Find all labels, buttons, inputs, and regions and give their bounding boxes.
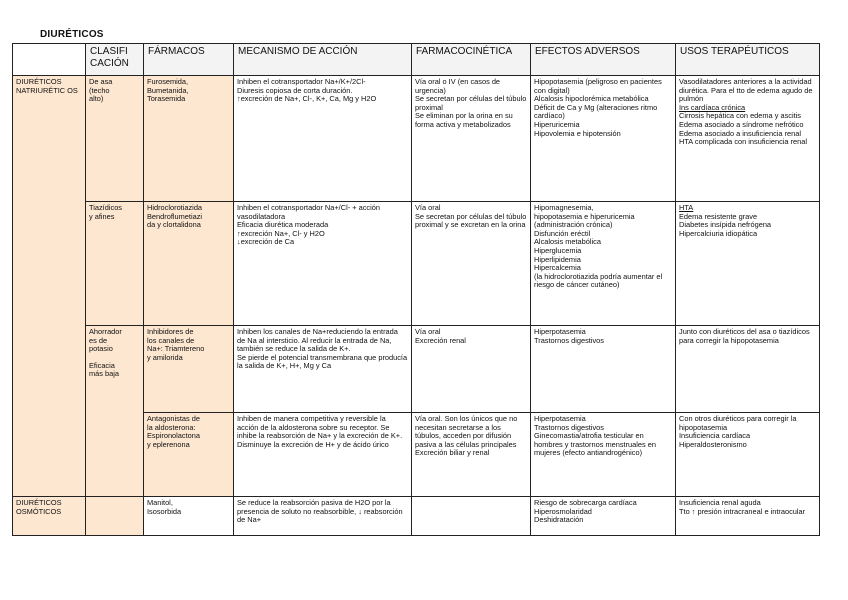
text-line: Inhibidores de — [147, 327, 194, 336]
text-line: Alcalosis metabólica — [534, 237, 601, 247]
cell-clasificacion — [86, 202, 144, 326]
text-line: potasio — [89, 344, 113, 354]
cell-clasificacion — [86, 76, 144, 202]
text-line: Bumetanida, — [147, 85, 189, 95]
text-line: da y clortalidona — [147, 220, 201, 230]
text-line: Vasodilatadores anteriores a la actividad diurética. Para el tto de edema agudo de pulmón — [679, 77, 813, 104]
header-clasificacion: CLASIFI CACIÓN — [86, 44, 144, 76]
text-line: De asa — [89, 77, 113, 86]
group-natriureticos — [13, 76, 86, 497]
text-line: Insuficiencia cardíaca — [679, 431, 751, 441]
text-line: Antagonistas de — [147, 414, 201, 423]
text-line: Se eliminan por la orina en su forma activa y metabolizados — [415, 111, 513, 129]
cell-usos-terapeuticos — [676, 202, 820, 326]
text-line: Hipercalcemia — [534, 263, 581, 273]
text-line: (la hidroclorotiazida podría aumentar el riesgo de cáncer cutáneo) — [534, 271, 663, 290]
text-line: Edema resistente grave — [679, 211, 758, 221]
text-line: Hiperlipidemia — [534, 254, 581, 264]
cell-mecanismo — [234, 326, 412, 413]
text-line: Con otros diuréticos para corregir la hipopotasemia — [679, 414, 797, 432]
text-line: Torasemida — [147, 94, 186, 104]
text-line: Tiazídicos — [89, 203, 122, 212]
text-line: (techo — [89, 85, 110, 95]
text-line: Hiperosmolaridad — [534, 506, 592, 516]
text-line: Excreción renal — [415, 335, 466, 345]
cell-usos-terapeuticos — [676, 76, 820, 202]
text-line: Espironolactona — [147, 431, 201, 441]
text-line: Ginecomastia/atrofia testicular en hombres y trastornos menstruales en mujeres (efecto antiandrogénico) — [534, 431, 656, 458]
header-farmacocinetica: FARMACOCINÉTICA — [412, 44, 531, 76]
cell-usos-terapeuticos — [676, 326, 820, 413]
text-line: Vía oral — [415, 203, 441, 212]
cell-farmacocinetica — [412, 202, 531, 326]
table-row — [13, 76, 820, 202]
text-line: Se reduce la reabsorción pasiva de H2O por la presencia de soluto no reabsorbible, ↓ reabsorción de Na+ — [237, 498, 403, 525]
cell-farmacos — [144, 202, 234, 326]
cell-efectos-adversos — [531, 413, 676, 497]
text-line: ↑excreción Na+, Cl- y H2O — [237, 228, 325, 238]
text-line: Edema asociado a síndrome nefrótico — [679, 119, 804, 129]
cell-efectos-adversos — [531, 76, 676, 202]
text-line: Inhiben el cotransportador Na+/Cl- + acción vasodilatadora — [237, 203, 380, 221]
text-line: Diabetes insípida nefrógena — [679, 220, 772, 230]
text-line: Edema asociado a insuficiencia renal — [679, 128, 802, 138]
text-line: es de — [89, 335, 108, 345]
cell-efectos-adversos — [531, 202, 676, 326]
cell-mecanismo — [234, 413, 412, 497]
cell-efectos-adversos — [531, 497, 676, 536]
text-line: Trastornos digestivos — [534, 422, 604, 432]
text-line: Vía oral — [415, 327, 441, 336]
text-line-underlined: Ins cardíaca crónica — [679, 102, 746, 112]
header-efectos-adversos: EFECTOS ADVERSOS — [531, 44, 676, 76]
text-line: ↓excreción de Ca — [237, 237, 295, 247]
cell-farmacocinetica — [412, 497, 531, 536]
text-line: Diuresis copiosa de corta duración. — [237, 85, 353, 95]
text-line: Riesgo de sobrecarga cardíaca — [534, 498, 637, 507]
table-row — [13, 202, 820, 326]
document-title: DIURÉTICOS — [40, 29, 104, 40]
cell-mecanismo — [234, 497, 412, 536]
table-row — [13, 497, 820, 536]
text-line: Déficit de Ca y Mg (alteraciones ritmo cardíaco) — [534, 102, 658, 121]
text-line: Tto ↑ presión intracraneal e intraocular — [679, 506, 806, 516]
text-line: Isosorbida — [147, 506, 182, 516]
text-line: Hidroclorotiazida — [147, 203, 203, 212]
text-line: Hipomagnesemia, — [534, 203, 594, 212]
text-line: Eficacia — [89, 360, 115, 370]
header-row — [13, 44, 820, 76]
text-line: Insuficiencia renal aguda — [679, 498, 761, 507]
text-line: Vía oral. Son los únicos que no necesitan secretarse a los túbulos, acceden por difusión pasiva a las células principales — [415, 414, 518, 449]
cell-clasificacion — [86, 326, 144, 497]
text-line: Ahorrador — [89, 327, 122, 336]
text-line: Alcalosis hipoclorémica metabólica — [534, 94, 649, 104]
cell-usos-terapeuticos — [676, 413, 820, 497]
text-line: Inhiben los canales de Na+reduciendo la entrada de Na al intersticio. Al reducir la entrada de Na, también se reduce la salida de K+. — [237, 327, 398, 354]
text-line: la aldosterona: — [147, 422, 196, 432]
text-line: y afines — [89, 211, 115, 221]
text-line-underlined: HTA — [679, 203, 694, 212]
header-empty — [13, 44, 86, 76]
cell-farmacocinetica — [412, 413, 531, 497]
text-line: Vía oral o IV (en casos de urgencia) — [415, 77, 501, 95]
text-line: Deshidratación — [534, 515, 584, 525]
text-line: Disminuye la excreción de H+ y de ácido úrico — [237, 439, 389, 449]
text-line: Hiperpotasemia — [534, 414, 586, 423]
text-line: Hiperaldosteronismo — [679, 439, 747, 449]
table-row — [13, 326, 820, 413]
header-mecanismo: MECANISMO DE ACCIÓN — [234, 44, 412, 76]
cell-farmacos — [144, 76, 234, 202]
text-line: Inhiben el cotransportador Na+/K+/2Cl- — [237, 77, 366, 86]
text-line: hipopotasemia e hiperuricemia (administración crónica) — [534, 211, 635, 230]
cell-clasificacion — [86, 497, 144, 536]
text-line: Eficacia diurética moderada — [237, 220, 329, 230]
text-line: y amilorida — [147, 352, 183, 362]
text-line: Hipercalciuria idiopática — [679, 228, 758, 238]
text-line: Hiperuricemia — [534, 119, 580, 129]
cell-farmacocinetica — [412, 326, 531, 413]
cell-efectos-adversos — [531, 326, 676, 413]
text-line: y eplerenona — [147, 439, 190, 449]
text-line: Na+: Triamtereno — [147, 344, 205, 354]
text-line: Hiperglucemia — [534, 245, 582, 255]
text-line: alto) — [89, 94, 104, 104]
text-line: ↑excreción de Na+, Cl-, K+, Ca, Mg y H2O — [237, 94, 377, 104]
text-line: Inhiben de manera competitiva y reversible la acción de la aldosterona sobre su receptor. Se inhibe la reabsorción de Na+ y la excreción de K+. — [237, 414, 403, 441]
cell-farmacocinetica — [412, 76, 531, 202]
text-line: Hipopotasemia (peligroso en pacientes con digital) — [534, 77, 662, 95]
text-line: Disfunción eréctil — [534, 228, 591, 238]
cell-farmacos — [144, 326, 234, 413]
text-line: Hiperpotasemia — [534, 327, 586, 336]
text-line: Hipovolemia e hipotensión — [534, 128, 621, 138]
text-line: Bendroflumetiazi — [147, 211, 203, 221]
text-line: Furosemida, — [147, 77, 189, 86]
text-line: Junto con diuréticos del asa o tiazídicos para corregir la hipopotasemia — [679, 327, 810, 345]
text-line: Trastornos digestivos — [534, 335, 604, 345]
text-line: Cirrosis hepática con edema y ascitis — [679, 111, 801, 121]
text-line: los canales de — [147, 335, 195, 345]
text-line: Se secretan por células del túbulo proximal y se excretan en la orina — [415, 211, 527, 230]
cell-farmacos — [144, 413, 234, 497]
text-line: Se secretan por células del túbulo proximal — [415, 94, 527, 112]
text-line: más baja — [89, 369, 119, 379]
text-line: Excreción biliar y renal — [415, 448, 490, 458]
header-usos-terapeuticos: USOS TERAPÉUTICOS — [676, 44, 820, 76]
cell-farmacos — [144, 497, 234, 536]
cell-mecanismo — [234, 76, 412, 202]
group-label: DIURÉTICOS NATRIURÉTIC OS — [16, 77, 78, 95]
text-line: Manitol, — [147, 498, 173, 507]
diuretics-table — [12, 43, 820, 536]
cell-usos-terapeuticos — [676, 497, 820, 536]
header-farmacos: FÁRMACOS — [144, 44, 234, 76]
text-line: Se pierde el potencial transmembrana que producía la salida de K+, H+, Mg y Ca — [237, 352, 408, 371]
cell-mecanismo — [234, 202, 412, 326]
text-line: HTA complicada con insuficiencia renal — [679, 137, 808, 147]
group-osmoticos — [13, 497, 86, 536]
group-label: DIURÉTICOS OSMÓTICOS — [16, 498, 62, 516]
